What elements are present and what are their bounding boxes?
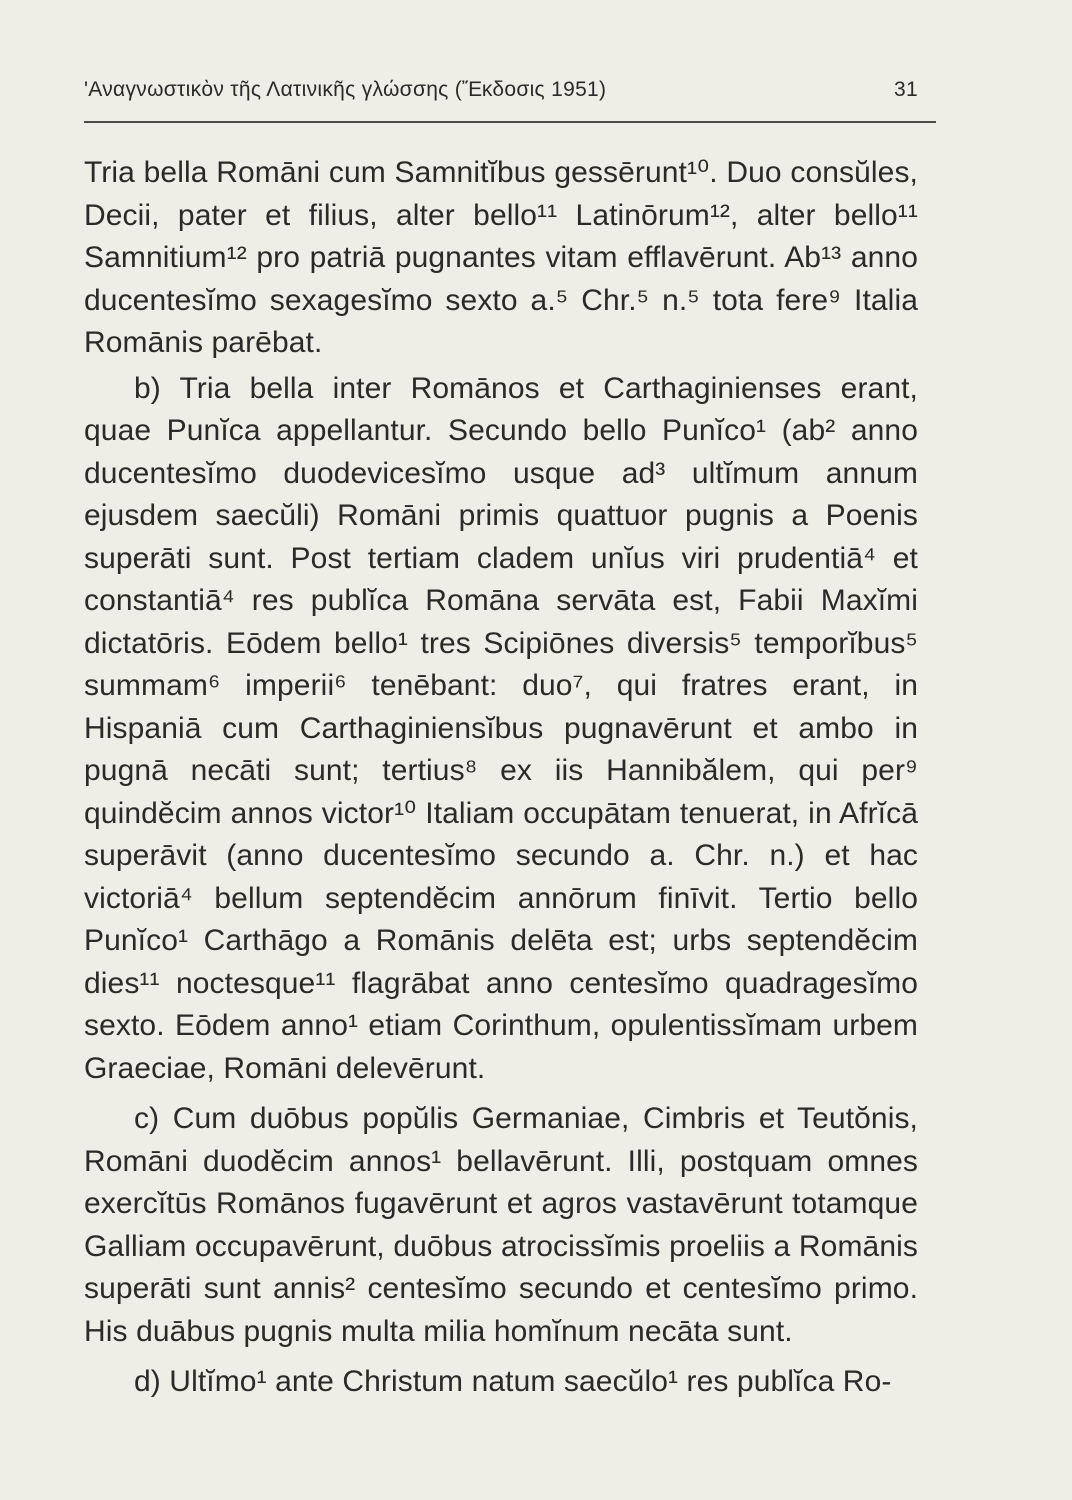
paragraph-c-cimbri-teutones: c) Cum duōbus popŭlis Germaniae, Cimbris et Teutŏnis, Romāni duodĕcim annos¹ bellavērunt. Illi, postquam omnes exercĭtūs Romānos fugavērunt et agros vastavērunt totamque Galliam occupavērunt, duōbus atrocissĭmis proeliis a Romānis superāti sunt annis² centesĭmo secundo et centesĭmo primo. His duābus pugnis multa milia homĭnum necāta sunt. — [84, 1102, 918, 1348]
paragraph-d-last-century: d) Ultĭmo¹ ante Christum natum saecŭlo¹ res publĭca Ro- — [134, 1365, 892, 1398]
paragraph-b-punic-wars: b) Tria bella inter Romānos et Carthaginienses erant, quae Punĭca appellantur. Secundo bello Punĭco¹ (ab² anno ducentesĭmo duodevicesĭmo usque ad³ ultĭmum annum ejusdem saecŭli) Romāni primis quattuor pugnis a Poenis superāti sunt. Post tertiam cladem unĭus viri prudentiā⁴ et constantiā⁴ res publĭca Romāna servāta est, Fabii Maxĭmi dictatōris. Eōdem bello¹ tres Scipiōnes diversis⁵ temporĭbus⁵ summam⁶ imperii⁶ tenēbant: duo⁷, qui fratres erant, in Hispaniā cum Carthaginiensĭbus pugnavērunt et ambo in pugnā necāti sunt; tertius⁸ ex iis Hannibălem, qui per⁹ quindĕcim annos victor¹⁰ Italiam occupātam tenuerat, in Afrĭcā superāvit (anno ducentesĭmo secundo a. Chr. n.) et hac victoriā⁴ bellum septendĕcim annōrum finīvit. Tertio bello Punĭco¹ Carthāgo a Romānis delēta est; urbs septendĕcim dies¹¹ noctesque¹¹ flagrābat anno centesĭmo quadragesĭmo sexto. Eōdem anno¹ etiam Corinthum, opulentissĭmam urbem Graeciae, Romāni delevērunt. — [84, 371, 918, 1085]
paragraph-samnites: Tria bella Romāni cum Samnitĭbus gessērunt¹⁰. Duo consŭles, Decii, pater et filius, alter bello¹¹ Latinōrum¹², alter bello¹¹ Samnitium¹² pro patriā pugnantes vitam efflavērunt. Ab¹³ anno ducentesĭmo sexagesĭmo sexto a.⁵ Chr.⁵ n.⁵ tota fere⁹ Italia Romānis parēbat. — [84, 156, 918, 359]
text-body — [84, 152, 918, 1404]
header-rule — [84, 121, 936, 123]
running-title: 'Αναγνωστικὸν τῆς Λατινικῆς γλώσσης (Ἔκδοσις 1951) — [84, 78, 607, 101]
page-header — [84, 78, 918, 102]
page-number: 31 — [894, 78, 918, 101]
